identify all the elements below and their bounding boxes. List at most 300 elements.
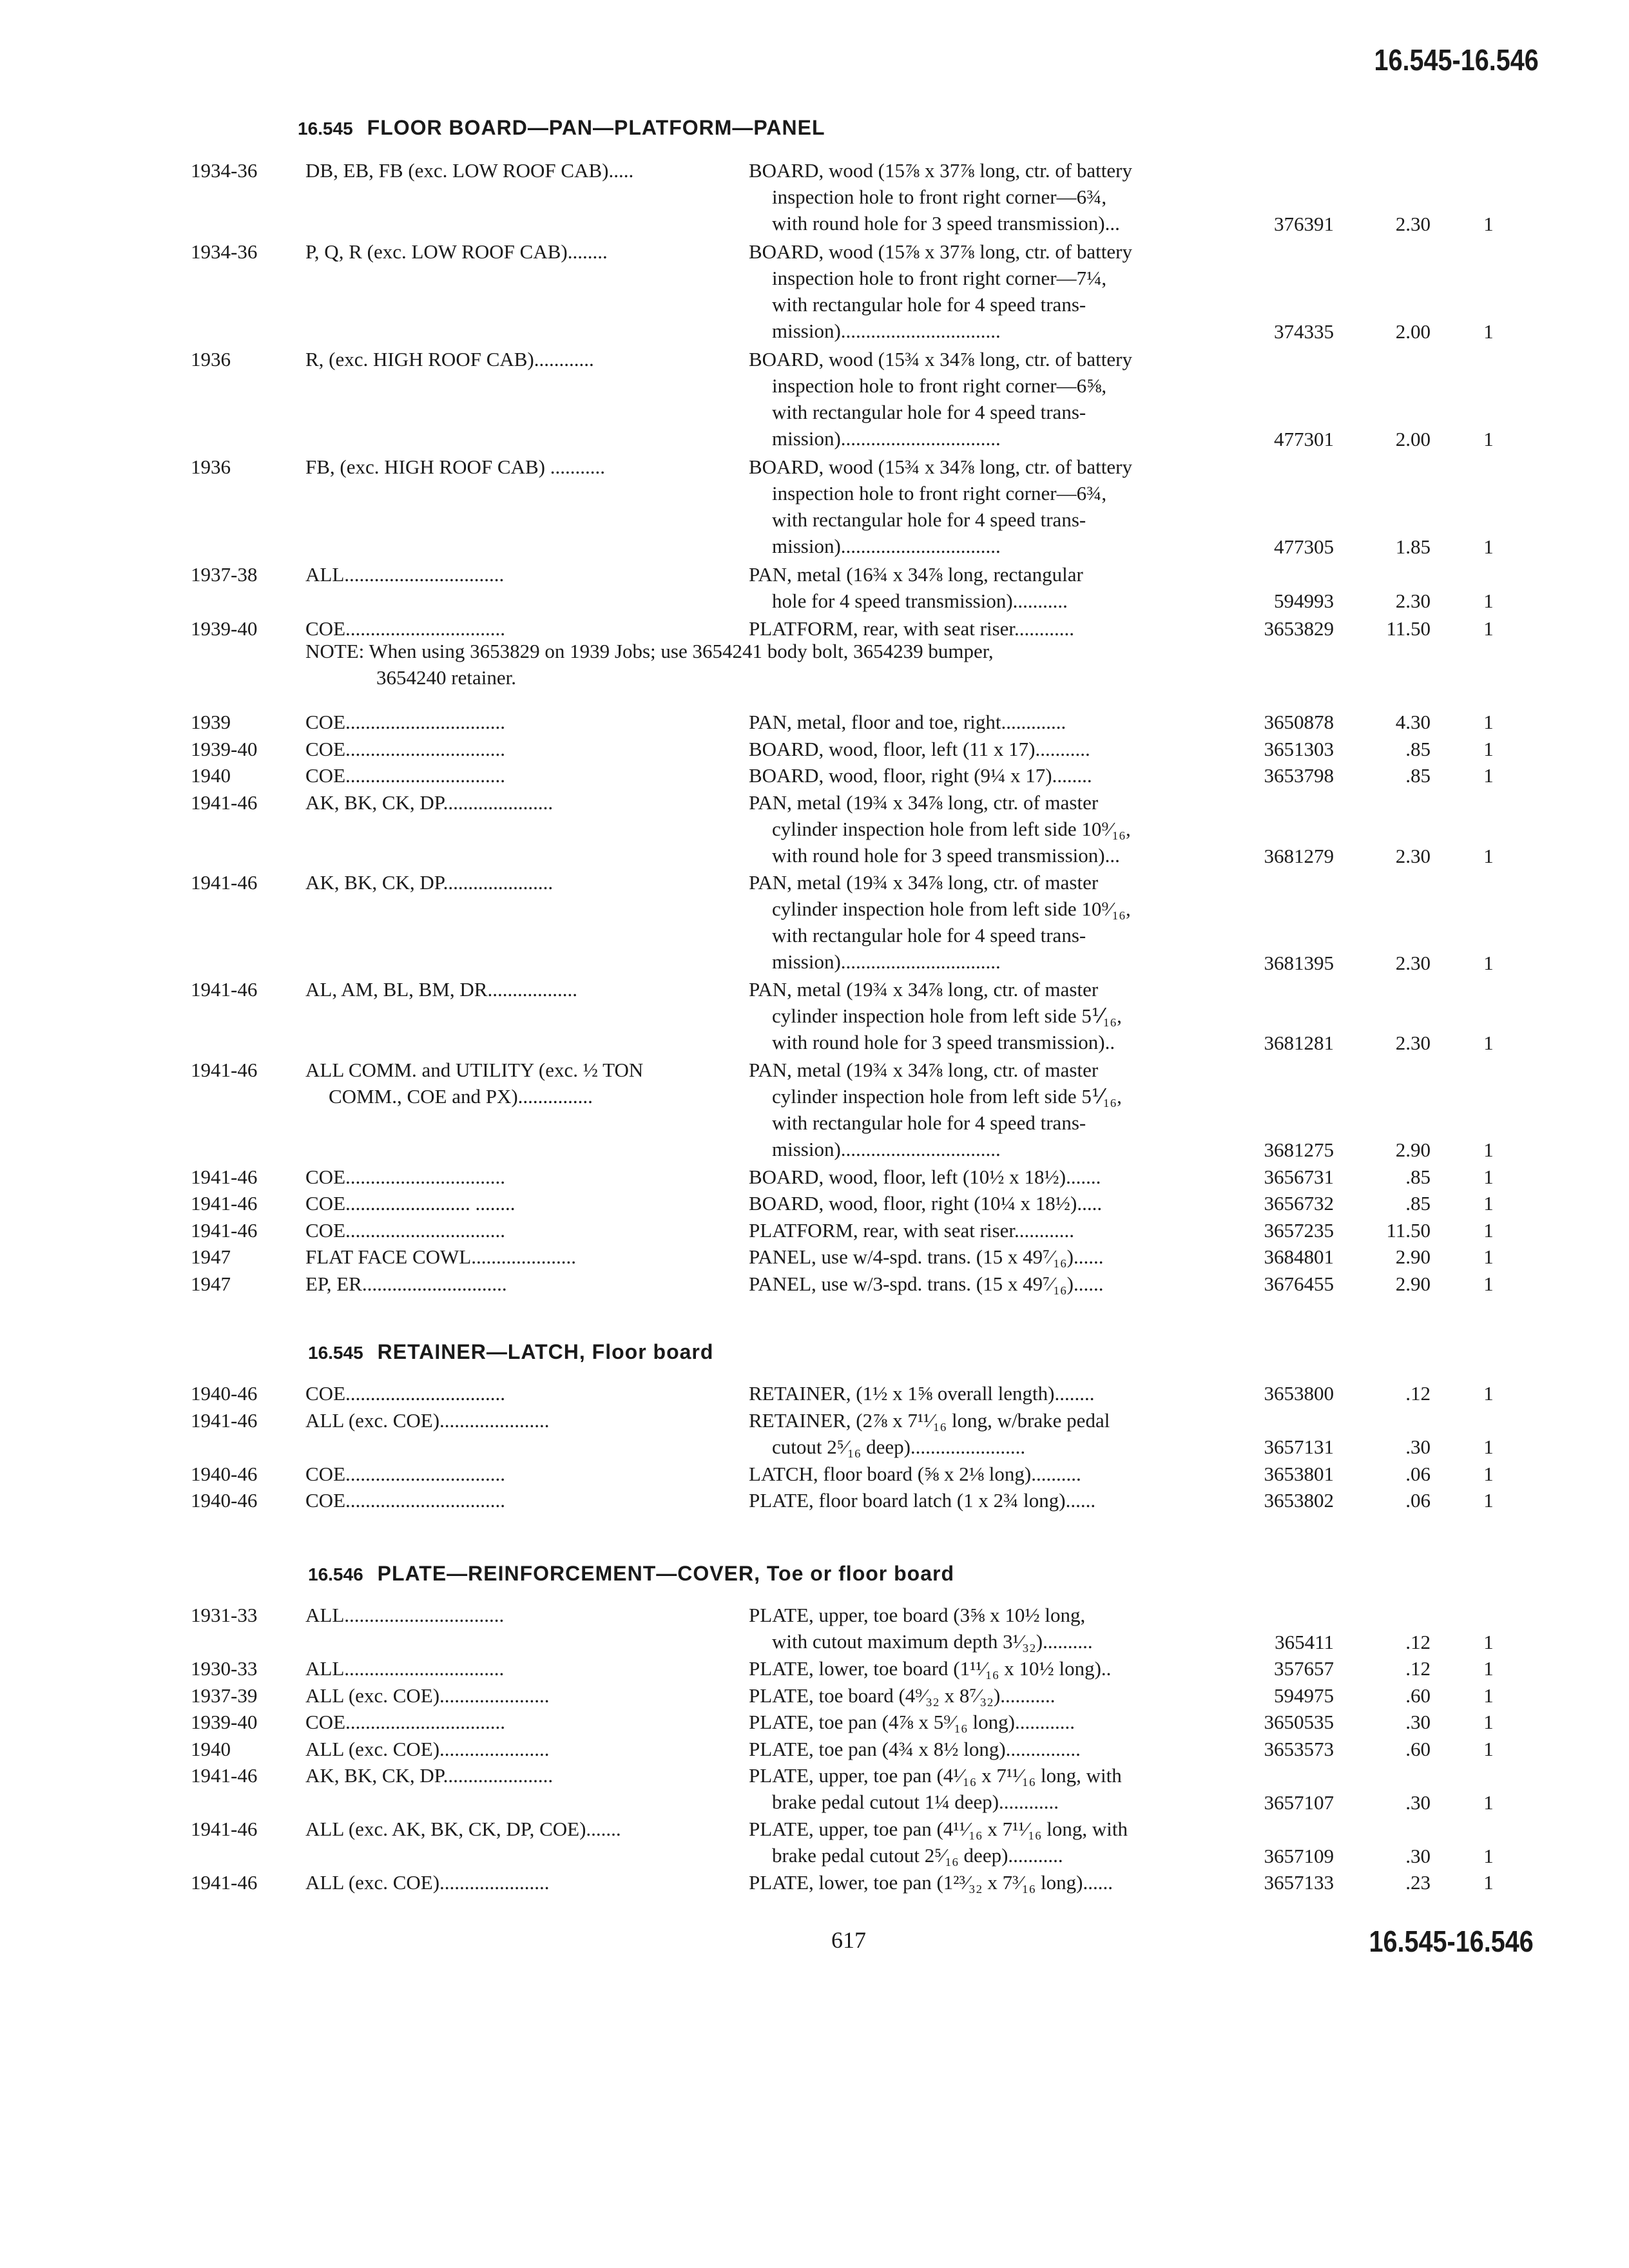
description-cell: [749, 1380, 1219, 1407]
description-line: cutout 2⁵⁄₁₆ deep).......................: [772, 1435, 1026, 1458]
description-cell: [749, 1190, 1219, 1216]
model-cell: [305, 1762, 718, 1789]
description-line: PAN, metal (19¾ x 34⅞ long, ctr. of master: [749, 871, 1099, 894]
model-line: ALL (exc. COE)......................: [305, 1871, 550, 1894]
price-cell: 2.30: [1395, 1032, 1431, 1054]
description-line: BOARD, wood (15¾ x 34⅞ long, ctr. of battery: [749, 455, 1132, 478]
description-cell: [749, 1682, 1219, 1709]
model-cell: [305, 1869, 718, 1896]
table-row: [0, 561, 1629, 615]
description-line: PLATE, toe pan (4⅞ x 5⁹⁄₁₆ long)............: [749, 1711, 1075, 1733]
price-cell: .30: [1405, 1436, 1431, 1458]
description-line: with rectangular hole for 4 speed trans-: [772, 400, 1086, 423]
page-number: 617: [831, 1927, 866, 1953]
model-cell: [305, 1244, 718, 1270]
model-line: AK, BK, CK, DP......................: [305, 871, 554, 894]
model-line: COMM., COE and PX)...............: [329, 1084, 593, 1108]
model-line: ALL COMM. and UTILITY (exc. ½ TON: [305, 1058, 644, 1081]
year-cell: 1939: [191, 711, 231, 733]
quantity-cell: 1: [1483, 1218, 1494, 1242]
description-line: with rectangular hole for 4 speed trans-: [772, 1111, 1086, 1134]
model-line: AK, BK, CK, DP......................: [305, 791, 554, 814]
model-line: FB, (exc. HIGH ROOF CAB) ...........: [305, 455, 605, 478]
description-line: with rectangular hole for 4 speed trans-: [772, 508, 1086, 531]
page-code-top: 16.545-16.546: [1374, 43, 1539, 77]
description-line: inspection hole to front right corner—6¾,: [772, 481, 1107, 505]
table-row: [0, 736, 1629, 763]
quantity-cell: 1: [1483, 1139, 1494, 1161]
quantity-cell: 1: [1483, 320, 1494, 343]
description-line: BOARD, wood (15⅞ x 37⅞ long, ctr. of battery: [749, 159, 1132, 182]
model-line: P, Q, R (exc. LOW ROOF CAB)........: [305, 240, 608, 263]
year-cell: 1939-40: [191, 1711, 258, 1733]
description-line: PAN, metal, floor and toe, right.............: [749, 711, 1066, 733]
year-cell: 1941-46: [191, 791, 258, 814]
part-number-cell: 594975: [1274, 1684, 1334, 1707]
price-cell: .30: [1405, 1844, 1431, 1867]
model-cell: [305, 1217, 718, 1244]
description-cell: [749, 454, 1219, 559]
part-number-cell: 3657107: [1264, 1791, 1334, 1814]
description-line: LATCH, floor board (⅝ x 2⅛ long)..........: [749, 1462, 1081, 1485]
section-heading: FLOOR BOARD—PAN—PLATFORM—PANEL: [367, 116, 825, 139]
description-line: PLATFORM, rear, with seat riser............: [749, 1218, 1075, 1242]
part-number-cell: 477305: [1274, 535, 1334, 558]
model-cell: [305, 1380, 718, 1407]
year-cell: 1941-46: [191, 1408, 258, 1432]
table-row: [0, 157, 1629, 238]
year-cell: 1939-40: [191, 737, 258, 760]
description-line: PAN, metal (16¾ x 34⅞ long, rectangular: [749, 562, 1083, 586]
part-number-cell: 3656731: [1264, 1165, 1334, 1188]
description-cell: [749, 1461, 1219, 1487]
year-cell: 1941-46: [191, 1218, 258, 1242]
description-line: PLATE, floor board latch (1 x 2¾ long)......: [749, 1489, 1096, 1512]
price-cell: .60: [1405, 1684, 1431, 1707]
part-number-cell: 3653798: [1264, 764, 1334, 787]
description-line: brake pedal cutout 1¼ deep)............: [772, 1791, 1059, 1813]
part-number-cell: 3676455: [1264, 1272, 1334, 1295]
description-line: PAN, metal (19¾ x 34⅞ long, ctr. of master: [749, 978, 1099, 1001]
description-line: PLATE, lower, toe pan (1²³⁄₃₂ x 7³⁄₁₆ long)......: [749, 1871, 1113, 1894]
model-line: COE......................... ........: [305, 1192, 516, 1215]
description-cell: [749, 1164, 1219, 1190]
quantity-cell: 1: [1483, 711, 1494, 733]
model-line: COE................................: [305, 764, 505, 787]
price-cell: 4.30: [1395, 711, 1431, 733]
part-number-cell: 3681395: [1264, 951, 1334, 974]
quantity-cell: 1: [1483, 1871, 1494, 1894]
model-line: COE................................: [305, 1489, 505, 1512]
table-row: [0, 1655, 1629, 1682]
description-cell: [749, 1816, 1219, 1869]
model-line: ALL................................: [305, 1657, 505, 1680]
model-cell: [305, 1655, 718, 1682]
price-cell: 2.30: [1395, 213, 1431, 235]
price-cell: .06: [1405, 1489, 1431, 1512]
section-title: [308, 1340, 713, 1364]
description-cell: [749, 1762, 1219, 1815]
description-line: BOARD, wood, floor, left (11 x 17)...........: [749, 737, 1090, 760]
year-cell: 1947: [191, 1245, 231, 1268]
quantity-cell: 1: [1483, 1272, 1494, 1295]
table-row: [0, 1682, 1629, 1709]
year-cell: 1941-46: [191, 1058, 258, 1081]
description-line: with round hole for 3 speed transmission)...: [772, 212, 1120, 235]
part-number-cell: 3653573: [1264, 1737, 1334, 1760]
model-cell: [305, 736, 718, 762]
model-line: ALL (exc. COE)......................: [305, 1684, 550, 1707]
description-line: hole for 4 speed transmission)...........: [772, 589, 1068, 612]
description-cell: [749, 1244, 1219, 1270]
model-line: ALL................................: [305, 1604, 505, 1626]
part-number-cell: 3681279: [1264, 844, 1334, 867]
model-line: AL, AM, BL, BM, DR..................: [305, 978, 577, 1001]
description-line: PLATFORM, rear, with seat riser............: [749, 617, 1075, 640]
quantity-cell: 1: [1483, 764, 1494, 787]
price-cell: 11.50: [1386, 1218, 1431, 1242]
price-cell: .06: [1405, 1462, 1431, 1485]
table-row: [0, 1244, 1629, 1271]
part-number-cell: 376391: [1274, 213, 1334, 235]
year-cell: 1940-46: [191, 1382, 258, 1405]
quantity-cell: 1: [1483, 1630, 1494, 1653]
part-number-cell: 3653829: [1264, 617, 1334, 640]
year-cell: 1941-46: [191, 871, 258, 894]
description-line: mission)................................: [772, 950, 1001, 973]
description-line: PANEL, use w/4-spd. trans. (15 x 49⁷⁄₁₆)......: [749, 1245, 1104, 1268]
price-cell: .60: [1405, 1737, 1431, 1760]
part-number-cell: 3651303: [1264, 737, 1334, 760]
table-row: [0, 1164, 1629, 1191]
table-row: [0, 976, 1629, 1057]
description-line: mission)................................: [772, 1137, 1001, 1160]
description-line: brake pedal cutout 2⁵⁄₁₆ deep)...........: [772, 1844, 1063, 1867]
section-title: [298, 116, 825, 140]
part-number-cell: 3653802: [1264, 1489, 1334, 1512]
model-cell: [305, 1602, 718, 1628]
table-row: [0, 1217, 1629, 1244]
part-number-cell: 365411: [1275, 1630, 1334, 1653]
model-line: ALL (exc. COE)......................: [305, 1737, 550, 1760]
description-line: with round hole for 3 speed transmission)...: [772, 843, 1120, 867]
year-cell: 1931-33: [191, 1604, 258, 1626]
note-line: NOTE: When using 3653829 on 1939 Jobs; use 3654241 body bolt, 3654239 bumper,: [305, 640, 994, 662]
description-cell: [749, 1655, 1219, 1682]
quantity-cell: 1: [1483, 1791, 1494, 1814]
year-cell: 1941-46: [191, 1192, 258, 1215]
table-row: [0, 1816, 1629, 1869]
description-line: mission)................................: [772, 427, 1001, 450]
year-cell: 1936: [191, 455, 231, 478]
description-cell: [749, 157, 1219, 236]
description-line: mission)................................: [772, 319, 1001, 342]
part-number-cell: 374335: [1274, 320, 1334, 343]
description-line: RETAINER, (2⅞ x 7¹¹⁄₁₆ long, w/brake pedal: [749, 1408, 1110, 1432]
model-line: FLAT FACE COWL.....................: [305, 1245, 576, 1268]
model-line: DB, EB, FB (exc. LOW ROOF CAB).....: [305, 159, 634, 182]
description-cell: [749, 709, 1219, 735]
model-cell: [305, 762, 718, 789]
section-heading: RETAINER—LATCH, Floor board: [377, 1340, 714, 1363]
quantity-cell: 1: [1483, 1489, 1494, 1512]
year-cell: 1934-36: [191, 159, 258, 182]
model-cell: [305, 454, 718, 480]
quantity-cell: 1: [1483, 1844, 1494, 1867]
year-cell: 1941-46: [191, 1764, 258, 1787]
quantity-cell: 1: [1483, 1192, 1494, 1215]
model-cell: [305, 561, 718, 588]
price-cell: .30: [1405, 1711, 1431, 1733]
quantity-cell: 1: [1483, 535, 1494, 558]
year-cell: 1940-46: [191, 1462, 258, 1485]
table-row: [0, 709, 1629, 736]
description-cell: [749, 346, 1219, 452]
table-row: [0, 1190, 1629, 1217]
section-number: 16.546: [308, 1564, 363, 1584]
year-cell: 1940-46: [191, 1489, 258, 1512]
table-row: [0, 1736, 1629, 1763]
parts-table: [0, 709, 1629, 1297]
section-heading: PLATE—REINFORCEMENT—COVER, Toe or floor board: [377, 1562, 955, 1585]
table-row: [0, 1869, 1629, 1896]
description-line: inspection hole to front right corner—6¾,: [772, 186, 1107, 208]
quantity-cell: 1: [1483, 428, 1494, 450]
part-number-cell: 3657133: [1264, 1871, 1334, 1894]
description-cell: [749, 976, 1219, 1055]
part-number-cell: 3657131: [1264, 1436, 1334, 1458]
model-cell: [305, 1271, 718, 1297]
price-cell: 2.30: [1395, 844, 1431, 867]
description-cell: [749, 1736, 1219, 1762]
year-cell: 1941-46: [191, 1165, 258, 1188]
description-cell: [749, 789, 1219, 869]
description-cell: [749, 561, 1219, 614]
description-line: BOARD, wood (15⅞ x 37⅞ long, ctr. of battery: [749, 240, 1132, 263]
quantity-cell: 1: [1483, 1737, 1494, 1760]
description-line: cylinder inspection hole from left side 5⅟₁₆,: [772, 1084, 1122, 1108]
year-cell: 1934-36: [191, 240, 258, 263]
model-cell: [305, 238, 718, 265]
quantity-cell: 1: [1483, 213, 1494, 235]
model-cell: [305, 1407, 718, 1434]
description-line: cylinder inspection hole from left side 10⁹⁄₁₆,: [772, 817, 1131, 840]
table-row: [0, 1487, 1629, 1514]
price-cell: 2.00: [1395, 320, 1431, 343]
price-cell: .85: [1405, 764, 1431, 787]
model-cell: [305, 869, 718, 896]
table-row: [0, 869, 1629, 976]
description-cell: [749, 1487, 1219, 1514]
part-number-cell: 357657: [1274, 1657, 1334, 1680]
quantity-cell: 1: [1483, 844, 1494, 867]
quantity-cell: 1: [1483, 617, 1494, 640]
description-line: PAN, metal (19¾ x 34⅞ long, ctr. of master: [749, 1058, 1099, 1081]
model-line: COE................................: [305, 711, 505, 733]
description-line: cylinder inspection hole from left side 10⁹⁄₁₆,: [772, 898, 1131, 920]
price-cell: .12: [1405, 1382, 1431, 1405]
year-cell: 1930-33: [191, 1657, 258, 1680]
description-line: with cutout maximum depth 3¹⁄₃₂)..........: [772, 1630, 1093, 1653]
quantity-cell: 1: [1483, 1032, 1494, 1054]
price-cell: .12: [1405, 1657, 1431, 1680]
model-line: COE................................: [305, 617, 505, 640]
year-cell: 1941-46: [191, 1871, 258, 1894]
description-cell: [749, 1602, 1219, 1655]
model-cell: [305, 1709, 718, 1735]
part-number-cell: 3681275: [1264, 1139, 1334, 1161]
table-row: [0, 789, 1629, 870]
table-row: [0, 1762, 1629, 1816]
model-cell: [305, 1682, 718, 1709]
description-line: PAN, metal (19¾ x 34⅞ long, ctr. of master: [749, 791, 1099, 814]
description-cell: [749, 1407, 1219, 1460]
year-cell: 1940: [191, 764, 231, 787]
parts-table: [0, 1602, 1629, 1896]
price-cell: .30: [1405, 1791, 1431, 1814]
table-row: [0, 346, 1629, 454]
model-cell: [305, 976, 718, 1003]
model-cell: [305, 346, 718, 372]
model-line: AK, BK, CK, DP......................: [305, 1764, 554, 1787]
year-cell: 1937-38: [191, 562, 258, 586]
part-number-cell: 3684801: [1264, 1245, 1334, 1268]
table-row: [0, 1407, 1629, 1461]
description-line: PLATE, upper, toe pan (4¹⁄₁₆ x 7¹¹⁄₁₆ long, with: [749, 1764, 1122, 1787]
model-cell: [305, 1736, 718, 1762]
model-line: ALL (exc. AK, BK, CK, DP, COE).......: [305, 1818, 621, 1840]
price-cell: 2.90: [1395, 1245, 1431, 1268]
description-line: PLATE, lower, toe board (1¹¹⁄₁₆ x 10½ long)..: [749, 1657, 1112, 1680]
model-line: COE................................: [305, 737, 505, 760]
part-number-cell: 594993: [1274, 590, 1334, 612]
description-line: with round hole for 3 speed transmission)..: [772, 1031, 1115, 1053]
model-line: ALL (exc. COE)......................: [305, 1408, 550, 1432]
description-line: with rectangular hole for 4 speed trans-: [772, 924, 1086, 947]
quantity-cell: 1: [1483, 1436, 1494, 1458]
part-number-cell: 3653800: [1264, 1382, 1334, 1405]
part-number-cell: 3657235: [1264, 1218, 1334, 1242]
description-line: BOARD, wood, floor, right (9¼ x 17)........: [749, 764, 1092, 787]
model-cell: [305, 709, 718, 735]
quantity-cell: 1: [1483, 951, 1494, 974]
year-cell: 1936: [191, 347, 231, 370]
description-cell: [749, 1271, 1219, 1297]
price-cell: 11.50: [1386, 617, 1431, 640]
model-line: COE................................: [305, 1382, 505, 1405]
description-line: BOARD, wood, floor, left (10½ x 18½).......: [749, 1165, 1101, 1188]
quantity-cell: 1: [1483, 1711, 1494, 1733]
year-cell: 1940: [191, 1737, 231, 1760]
model-line: COE................................: [305, 1711, 505, 1733]
section-title: [308, 1562, 954, 1586]
description-line: cylinder inspection hole from left side 5⅟₁₆,: [772, 1004, 1122, 1027]
quantity-cell: 1: [1483, 1165, 1494, 1188]
quantity-cell: 1: [1483, 1684, 1494, 1707]
price-cell: .85: [1405, 1165, 1431, 1188]
description-line: PLATE, toe board (4⁹⁄₃₂ x 8⁷⁄₃₂)...........: [749, 1684, 1055, 1707]
description-line: PLATE, toe pan (4¾ x 8½ long)...............: [749, 1737, 1081, 1760]
description-line: BOARD, wood (15¾ x 34⅞ long, ctr. of battery: [749, 347, 1132, 370]
year-cell: 1941-46: [191, 978, 258, 1001]
description-cell: [749, 1057, 1219, 1162]
model-cell: [305, 1057, 718, 1110]
price-cell: 2.90: [1395, 1272, 1431, 1295]
year-cell: 1939-40: [191, 617, 258, 640]
section-number: 16.545: [298, 119, 353, 139]
table-row: [0, 454, 1629, 561]
description-cell: [749, 869, 1219, 975]
description-line: PANEL, use w/3-spd. trans. (15 x 49⁷⁄₁₆)......: [749, 1272, 1104, 1295]
part-number-cell: 3681281: [1264, 1032, 1334, 1054]
part-number-cell: 3653801: [1264, 1462, 1334, 1485]
model-line: ALL................................: [305, 562, 505, 586]
price-cell: 2.30: [1395, 951, 1431, 974]
year-cell: 1941-46: [191, 1818, 258, 1840]
description-cell: [749, 1217, 1219, 1244]
description-cell: [749, 1709, 1219, 1735]
year-cell: 1947: [191, 1272, 231, 1295]
table-row: [0, 762, 1629, 789]
model-cell: [305, 1461, 718, 1487]
year-cell: 1937-39: [191, 1684, 258, 1707]
part-number-cell: 477301: [1274, 428, 1334, 450]
price-cell: 1.85: [1395, 535, 1431, 558]
parts-table: [0, 157, 1629, 642]
model-line: EP, ER.............................: [305, 1272, 507, 1295]
price-cell: 2.90: [1395, 1139, 1431, 1161]
table-row: [0, 1271, 1629, 1298]
table-row: [0, 1709, 1629, 1736]
quantity-cell: 1: [1483, 590, 1494, 612]
quantity-cell: 1: [1483, 1382, 1494, 1405]
model-line: R, (exc. HIGH ROOF CAB)............: [305, 347, 594, 370]
price-cell: .23: [1405, 1871, 1431, 1894]
table-row: [0, 238, 1629, 346]
description-line: inspection hole to front right corner—7¼,: [772, 266, 1107, 289]
price-cell: .85: [1405, 737, 1431, 760]
model-line: COE................................: [305, 1218, 505, 1242]
description-line: PLATE, upper, toe board (3⅝ x 10½ long,: [749, 1604, 1086, 1626]
quantity-cell: 1: [1483, 1657, 1494, 1680]
table-row: [0, 1057, 1629, 1164]
price-cell: 2.00: [1395, 428, 1431, 450]
parts-table: [0, 1380, 1629, 1514]
model-cell: [305, 157, 718, 184]
price-cell: 2.30: [1395, 590, 1431, 612]
description-line: mission)................................: [772, 534, 1001, 557]
price-cell: .85: [1405, 1192, 1431, 1215]
part-number-cell: 3650535: [1264, 1711, 1334, 1733]
part-number-cell: 3650878: [1264, 711, 1334, 733]
quantity-cell: 1: [1483, 1245, 1494, 1268]
description-line: with rectangular hole for 4 speed trans-: [772, 293, 1086, 316]
description-line: PLATE, upper, toe pan (4¹¹⁄₁₆ x 7¹¹⁄₁₆ long, with: [749, 1818, 1128, 1840]
description-line: inspection hole to front right corner—6⅝,: [772, 374, 1107, 397]
description-line: BOARD, wood, floor, right (10¼ x 18½).....: [749, 1192, 1103, 1215]
description-cell: [749, 238, 1219, 344]
table-row: [0, 1602, 1629, 1655]
model-cell: [305, 1487, 718, 1514]
section-number: 16.545: [308, 1343, 363, 1363]
quantity-cell: 1: [1483, 737, 1494, 760]
table-row: [0, 1380, 1629, 1407]
model-cell: [305, 1190, 718, 1216]
model-cell: [305, 1164, 718, 1190]
part-number-cell: 3656732: [1264, 1192, 1334, 1215]
page-code-bottom: 16.545-16.546: [1369, 1925, 1534, 1958]
price-cell: .12: [1405, 1630, 1431, 1653]
